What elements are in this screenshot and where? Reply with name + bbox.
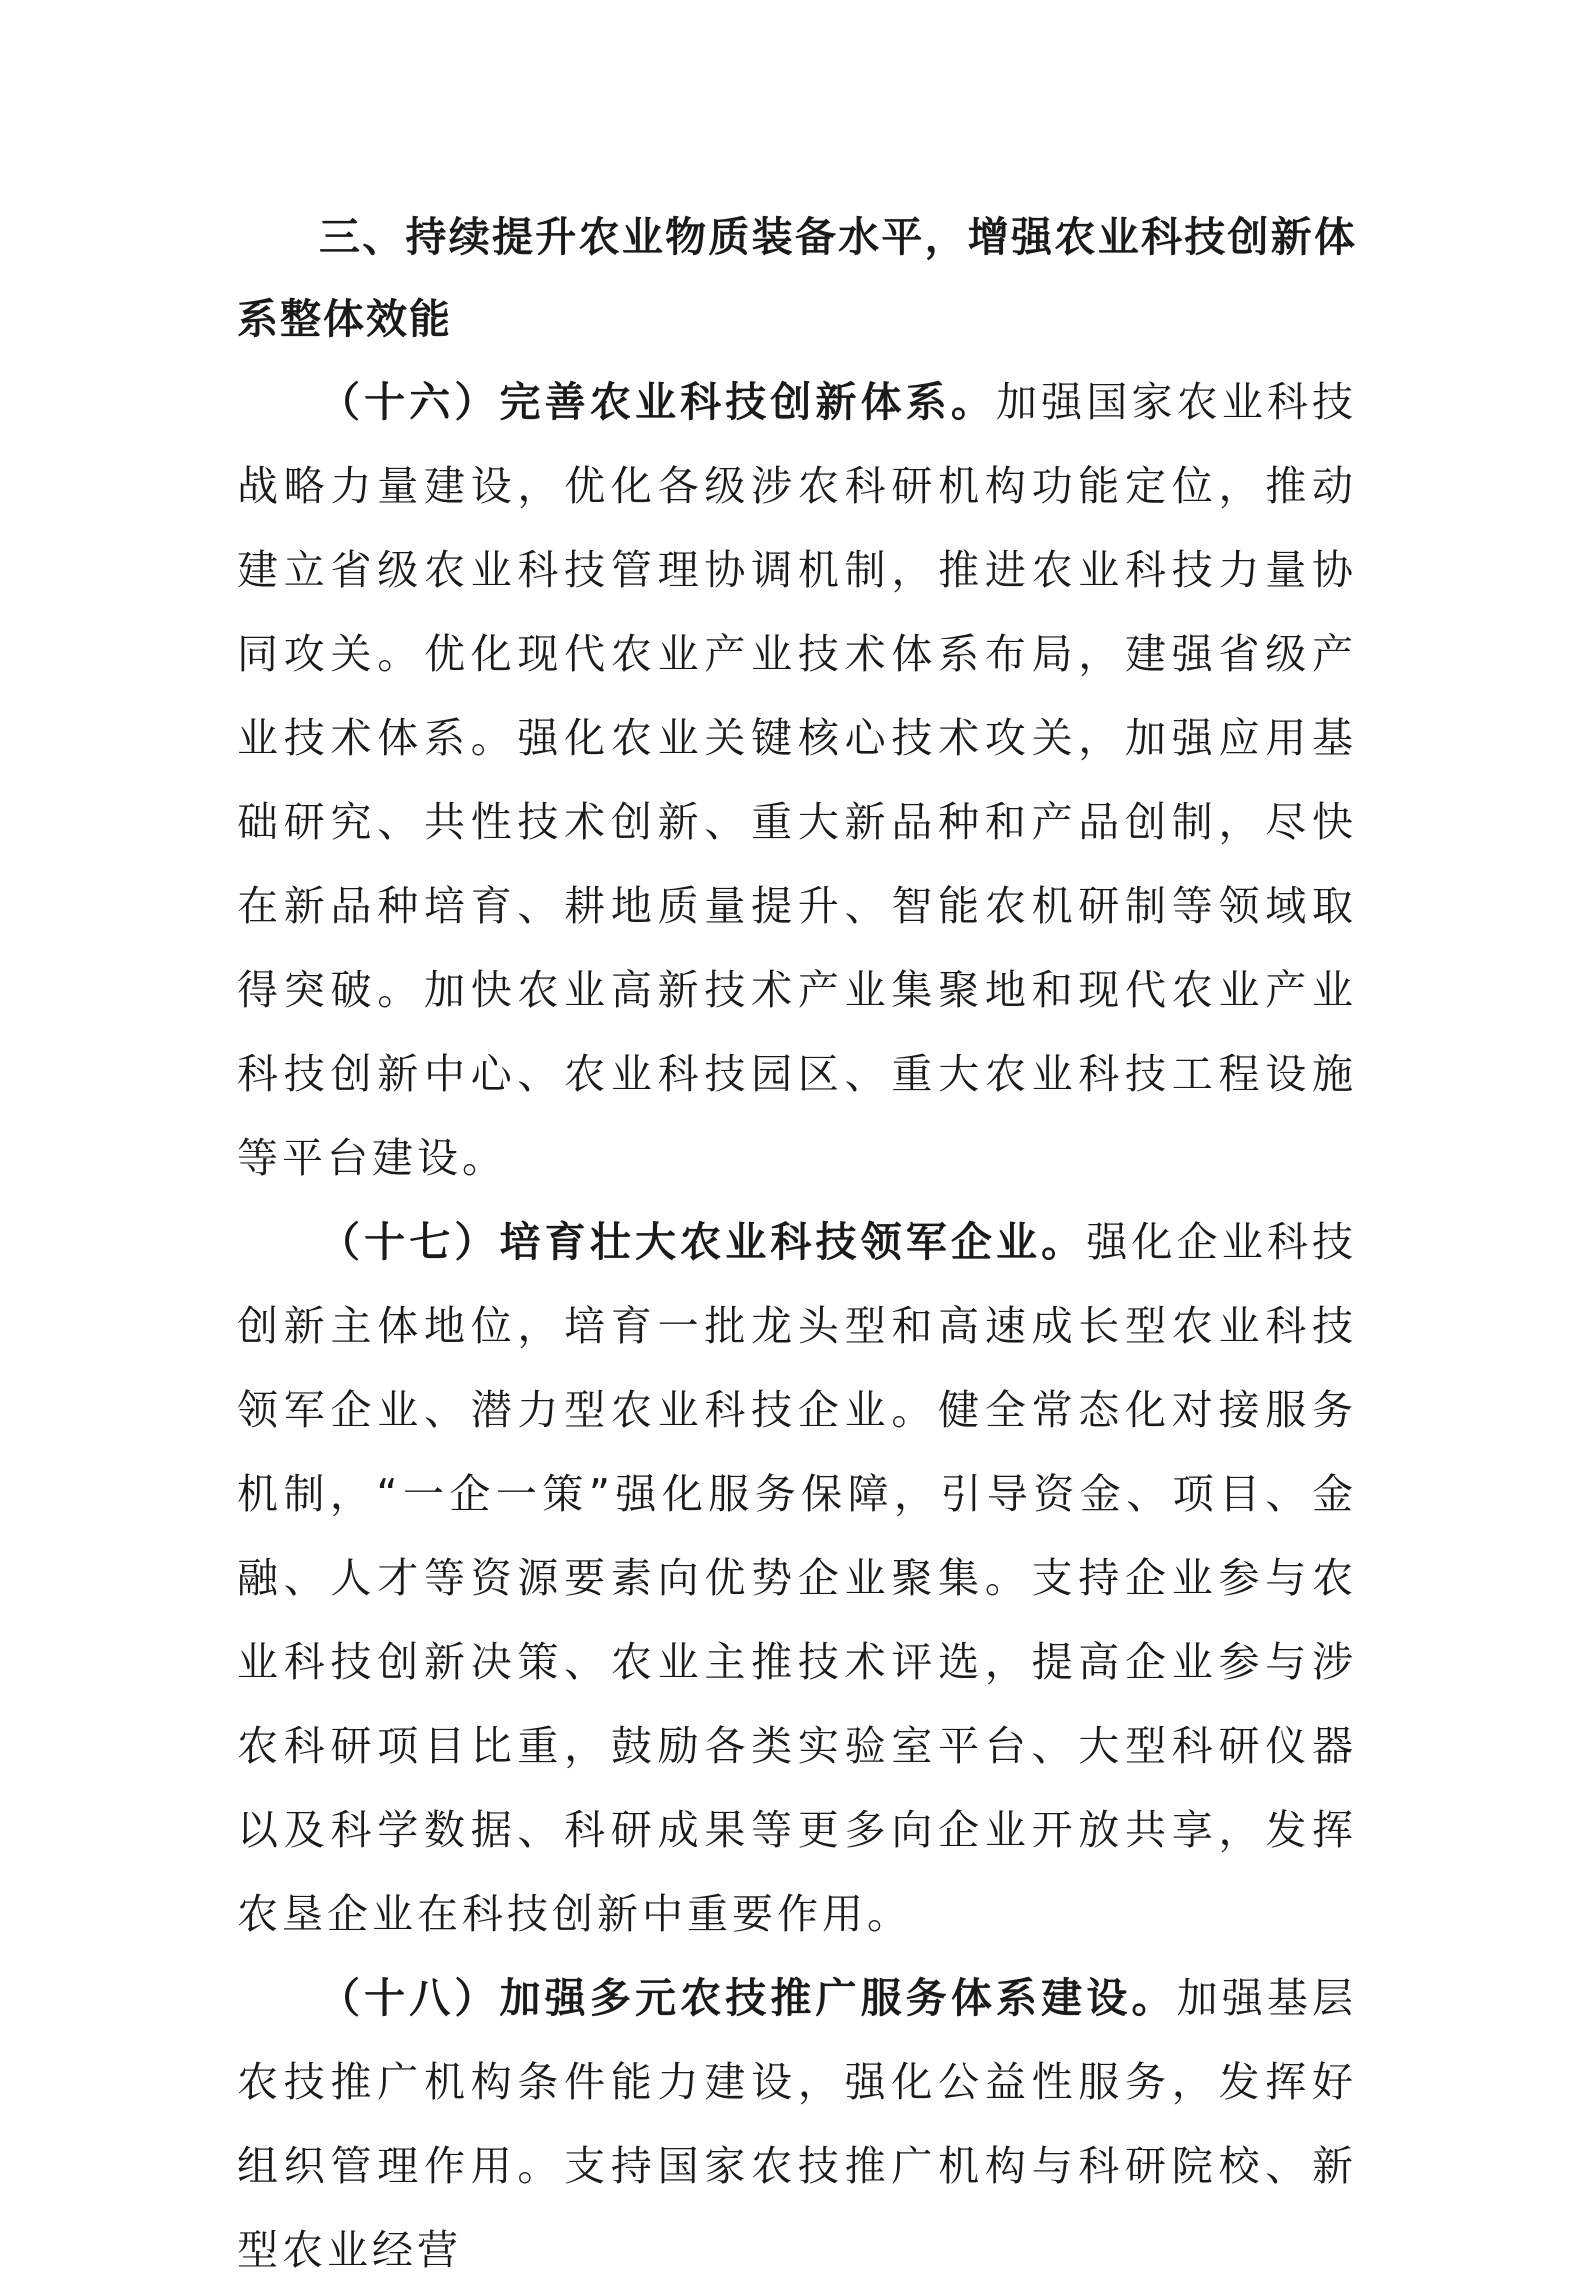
paragraph-16-body: 加强国家农业科技战略力量建设，优化各级涉农科研机构功能定位，推动建立省级农业科技管理协调机制，推进农业科技力量协同攻关。优化现代农业产业技术体系布局，建强省级产业技术体系。强化农业关键核心技术攻关，加强应用基础研究、共性技术创新、重大新品种和产品创制，尽快在新品种培育、耕地质量提升、智能农机研制等领域取得突破。加快农业高新技术产业集聚地和现代农业产业科技创新中心、农业科技园区、重大农业科技工程设施等平台建设。	[237, 378, 1358, 1182]
paragraph-18-body: 加强基层农技推广机构条件能力建设，强化公益性服务，发挥好组织管理作用。支持国家农技推广机构与科研院校、新型农业经营	[237, 1974, 1358, 2274]
paragraph-17-lead: （十七）培育壮大农业科技领军企业。	[319, 1218, 1087, 1266]
section-heading: 三、持续提升农业物质装备水平，增强农业科技创新体系整体效能	[237, 213, 1357, 343]
paragraph-16-lead: （十六）完善农业科技创新体系。	[319, 378, 997, 426]
paragraph-16	[237, 360, 1357, 1200]
paragraph-18	[237, 1956, 1357, 2292]
paragraph-17	[237, 1200, 1357, 1956]
paragraph-18-lead: （十八）加强多元农技推广服务体系建设。	[319, 1974, 1177, 2022]
paragraph-17-body: 强化企业科技创新主体地位，培育一批龙头型和高速成长型农业科技领军企业、潜力型农业科技企业。健全常态化对接服务机制，“一企一策”强化服务保障，引导资金、项目、金融、人才等资源要素向优势企业聚集。支持企业参与农业科技创新决策、农业主推技术评选，提高企业参与涉农科研项目比重，鼓励各类实验室平台、大型科研仪器以及科学数据、科研成果等更多向企业开放共享，发挥农垦企业在科技创新中重要作用。	[237, 1218, 1358, 1938]
document-body	[237, 196, 1357, 2292]
